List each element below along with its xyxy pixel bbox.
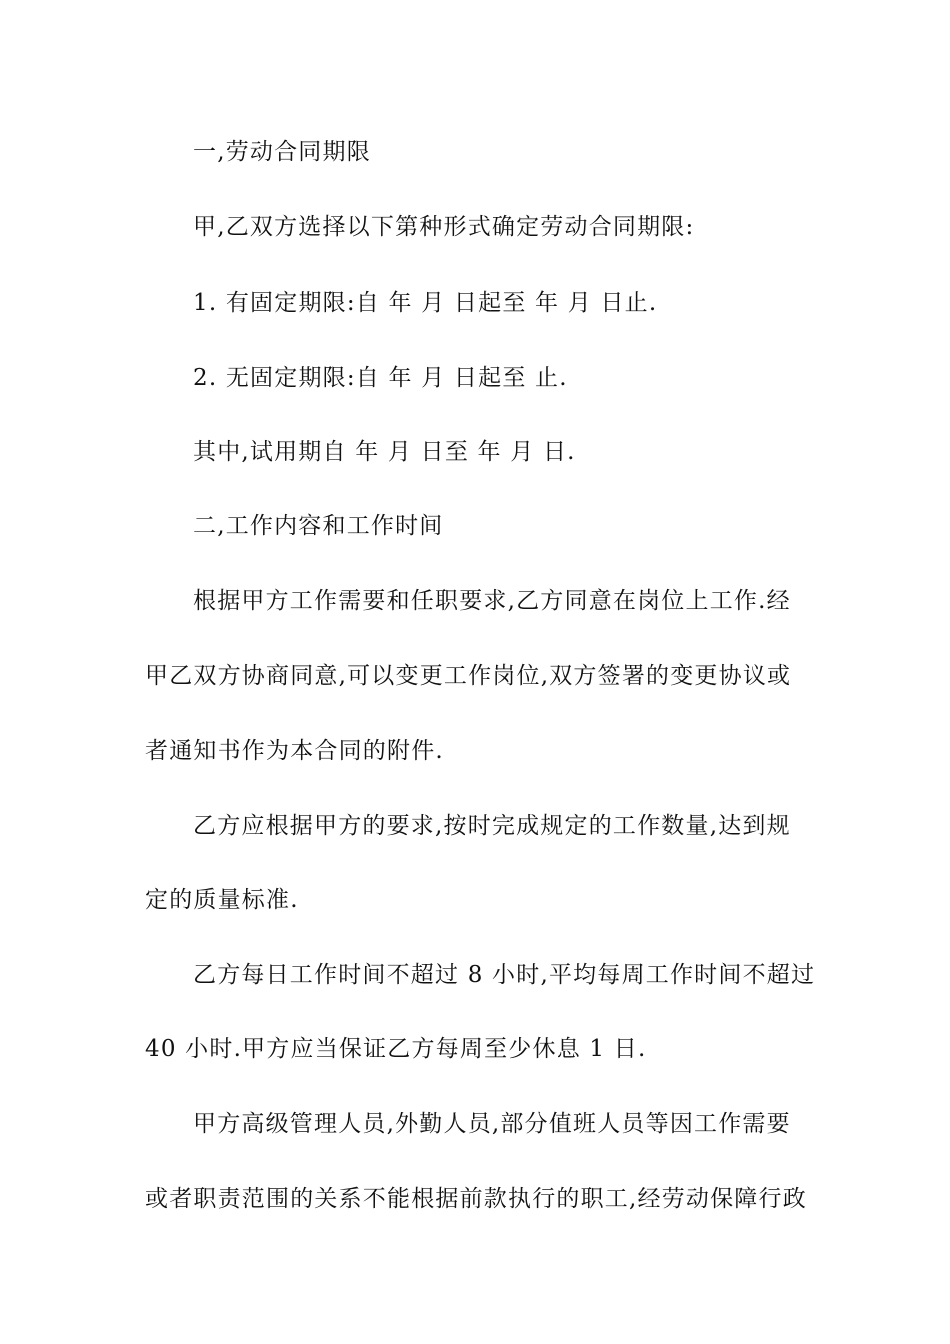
paragraph-line: 甲,乙双方选择以下第种形式确定劳动合同期限:: [193, 214, 695, 240]
paragraph-line: 者通知书作为本合同的附件.: [145, 738, 444, 764]
probation-period-line: 其中,试用期自 年 月 日至 年 月 日.: [193, 439, 576, 465]
paragraph-line: 根据甲方工作需要和任职要求,乙方同意在岗位上工作.经: [193, 588, 791, 614]
open-term-option: 2. 无固定期限:自 年 月 日起至 止.: [193, 365, 568, 391]
paragraph-line: 甲乙双方协商同意,可以变更工作岗位,双方签署的变更协议或: [145, 663, 792, 689]
fixed-term-option: 1. 有固定期限:自 年 月 日起至 年 月 日止.: [193, 290, 658, 316]
paragraph-line: 乙方每日工作时间不超过 8 小时,平均每周工作时间不超过: [193, 962, 816, 988]
section-heading-work-content: 二,工作内容和工作时间: [193, 513, 444, 539]
paragraph-line: 乙方应根据甲方的要求,按时完成规定的工作数量,达到规: [193, 813, 791, 839]
paragraph-line: 或者职责范围的关系不能根据前款执行的职工,经劳动保障行政: [145, 1186, 807, 1212]
paragraph-line: 甲方高级管理人员,外勤人员,部分值班人员等因工作需要: [193, 1111, 791, 1137]
paragraph-line: 40 小时.甲方应当保证乙方每周至少休息 1 日.: [145, 1036, 647, 1062]
paragraph-line: 定的质量标准.: [145, 887, 299, 913]
section-heading-contract-term: 一,劳动合同期限: [193, 139, 371, 165]
